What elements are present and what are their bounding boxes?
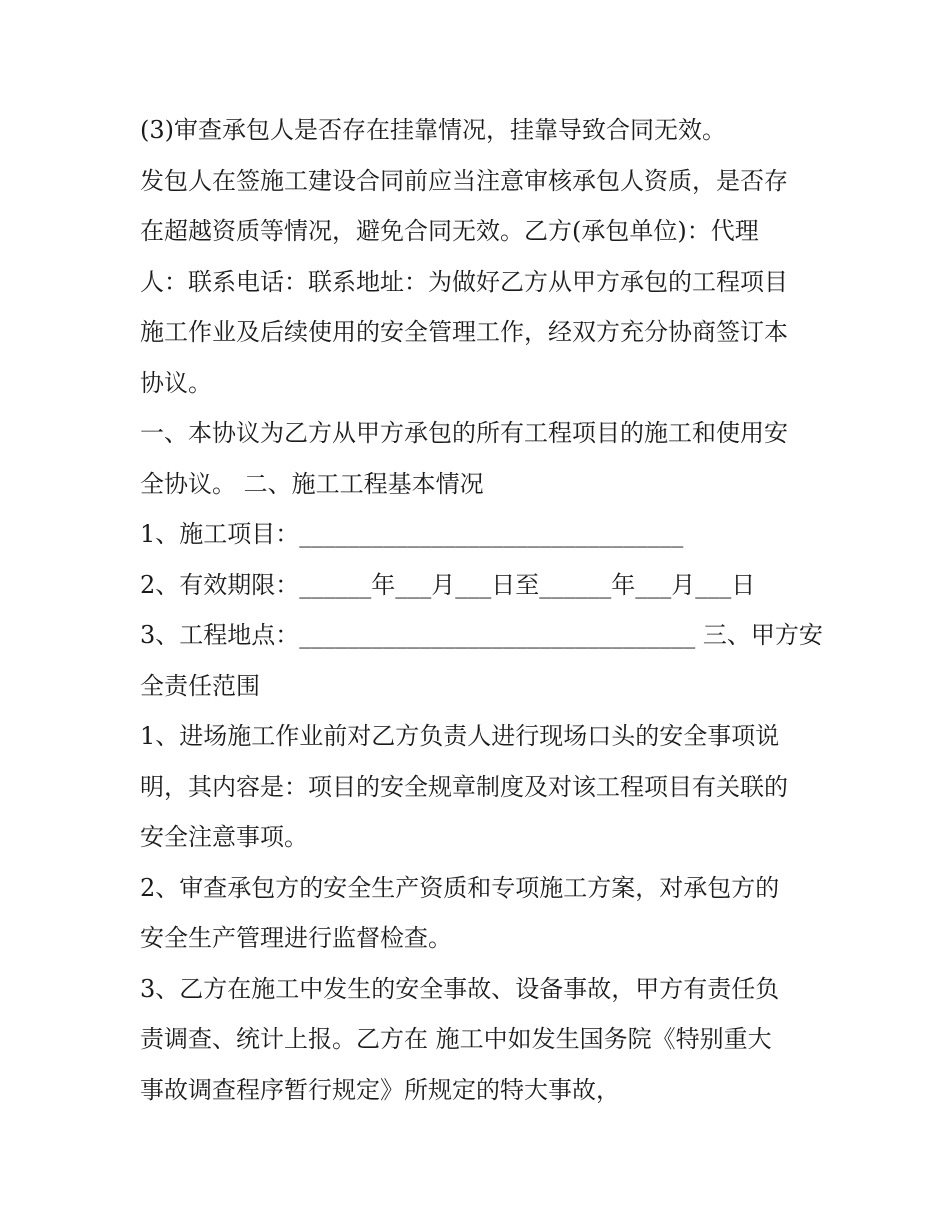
text-line: 2、审查承包方的安全生产资质和专项施工方案，对承包方的 [140, 873, 780, 902]
text-line: (3)审查承包人是否存在挂靠情况，挂靠导致合同无效。 [140, 116, 726, 144]
text-line: 事故调查程序暂行规定》所规定的特大事故， [140, 1075, 620, 1104]
text-line: 责调查、统计上报。乙方在 施工中如发生国务院《特别重大 [140, 1025, 772, 1053]
text-line: 明，其内容是：项目的安全规章制度及对该工程项目有关联的 [140, 772, 788, 801]
text-line: 1、施工项目：________________________________ [140, 520, 684, 548]
text-line: 全责任范围 [140, 671, 260, 700]
text-line: 全协议。 二、施工工程基本情况 [140, 469, 484, 498]
text-line: 安全生产管理进行监督检查。 [140, 924, 452, 952]
text-line: 3、乙方在施工中发生的安全事故、设备事故，甲方有责任负 [140, 974, 780, 1003]
text-line: 人：联系电话：联系地址：为做好乙方从甲方承包的工程项目 [140, 267, 788, 296]
text-line: 在超越资质等情况，避免合同无效。乙方(承包单位)：代理 [140, 217, 759, 245]
text-line: 3、工程地点：_________________________________ 三、甲方安 [140, 621, 823, 649]
text-line: 一、本协议为乙方从甲方承包的所有工程项目的施工和使用安 [140, 419, 788, 447]
document-body [140, 105, 823, 1115]
text-line: 施工作业及后续使用的安全管理工作，经双方充分协商签订本 [140, 318, 788, 346]
text-line: 2、有效期限：______年___月___日至______年___月___日 [140, 570, 756, 599]
text-line: 1、进场施工作业前对乙方负责人进行现场口头的安全事项说 [140, 722, 780, 750]
text-line: 安全注意事项。 [140, 823, 308, 851]
text-line: 协议。 [140, 368, 212, 397]
text-line: 发包人在签施工建设合同前应当注意审核承包人资质，是否存 [140, 166, 788, 195]
